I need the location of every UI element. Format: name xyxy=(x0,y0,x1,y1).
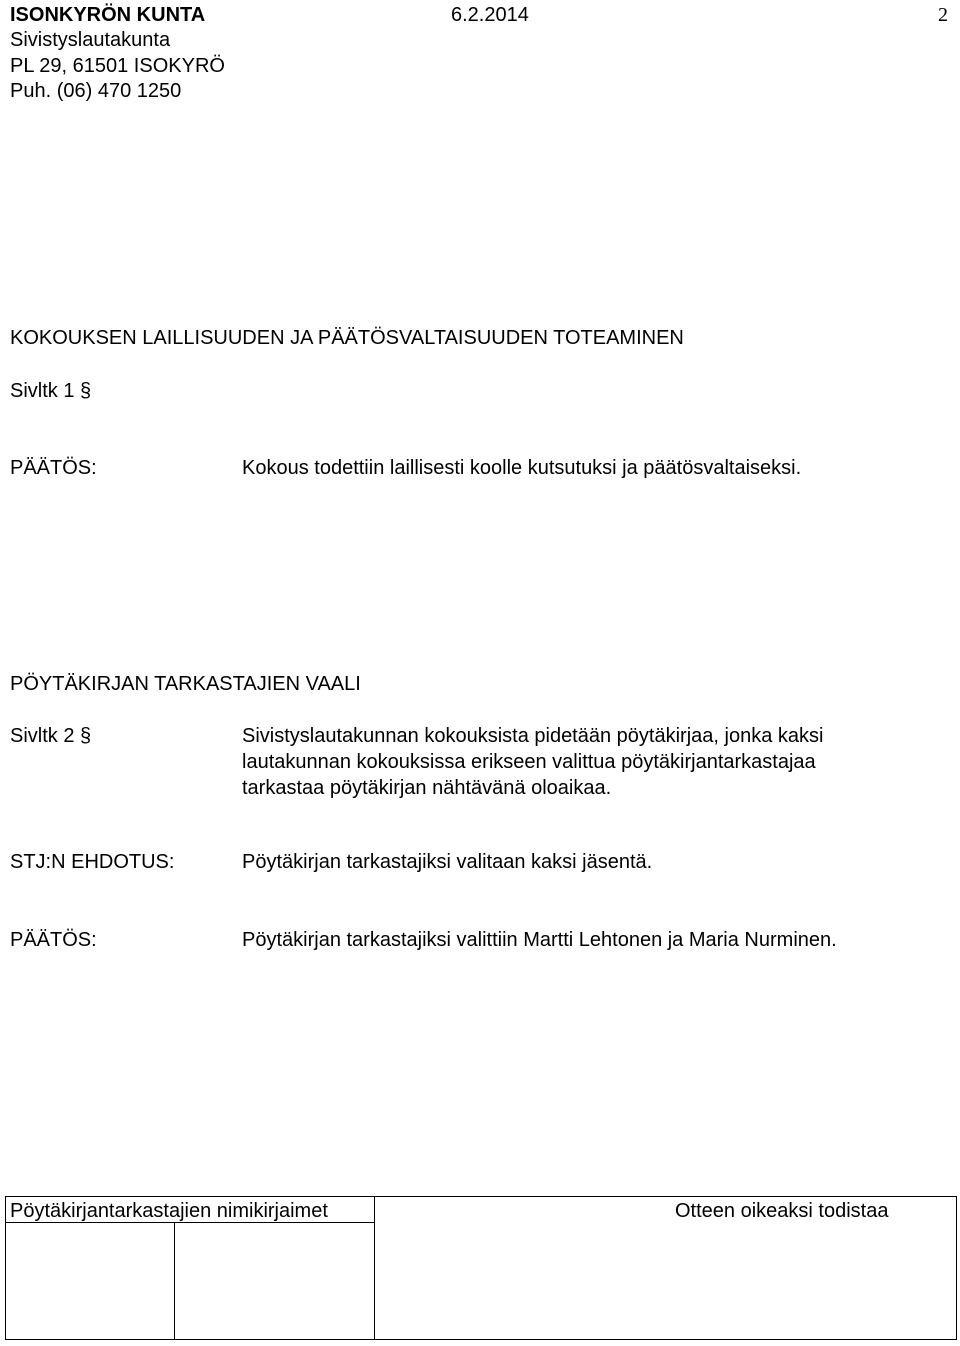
page-number: 2 xyxy=(938,4,948,26)
section1-decision-label: PÄÄTÖS: xyxy=(10,457,97,479)
section2-decision-text: Pöytäkirjan tarkastajiksi valittiin Martti Lehtonen ja Maria Nurminen. xyxy=(242,929,837,951)
section2-body-line: lautakunnan kokouksissa erikseen valittua pöytäkirjantarkastajaa xyxy=(242,751,816,773)
section2-body-line: tarkastaa pöytäkirjan nähtävänä oloaikaa. xyxy=(242,777,612,799)
section2-title: PÖYTÄKIRJAN TARKASTAJIEN VAALI xyxy=(10,673,361,695)
table-divider xyxy=(374,1196,375,1340)
department-name: Sivistyslautakunta xyxy=(10,29,171,51)
table-cell-divider xyxy=(174,1222,175,1340)
organization-name: ISONKYRÖN KUNTA xyxy=(10,4,206,26)
section2-ref: Sivltk 2 § xyxy=(10,725,92,747)
section1-title: KOKOUKSEN LAILLISUUDEN JA PÄÄTÖSVALTAISUUDEN TOTEAMINEN xyxy=(10,327,684,349)
section1-ref: Sivltk 1 § xyxy=(10,380,92,402)
document-date: 6.2.2014 xyxy=(451,4,529,26)
signatures-label: Pöytäkirjantarkastajien nimikirjaimet xyxy=(10,1200,328,1222)
section1-decision-text: Kokous todettiin laillisesti koolle kutsutuksi ja päätösvaltaiseksi. xyxy=(242,457,802,479)
certify-label: Otteen oikeaksi todistaa xyxy=(675,1200,889,1222)
postal-address: PL 29, 61501 ISOKYRÖ xyxy=(10,55,225,77)
section2-decision-label: PÄÄTÖS: xyxy=(10,929,97,951)
section2-proposal-label: STJ:N EHDOTUS: xyxy=(10,851,175,873)
phone-number: Puh. (06) 470 1250 xyxy=(10,80,182,102)
section2-body xyxy=(242,724,823,802)
section2-body-line: Sivistyslautakunnan kokouksista pidetään pöytäkirjaa, jonka kaksi xyxy=(242,725,824,747)
section2-proposal-text: Pöytäkirjan tarkastajiksi valitaan kaksi jäsentä. xyxy=(242,851,653,873)
